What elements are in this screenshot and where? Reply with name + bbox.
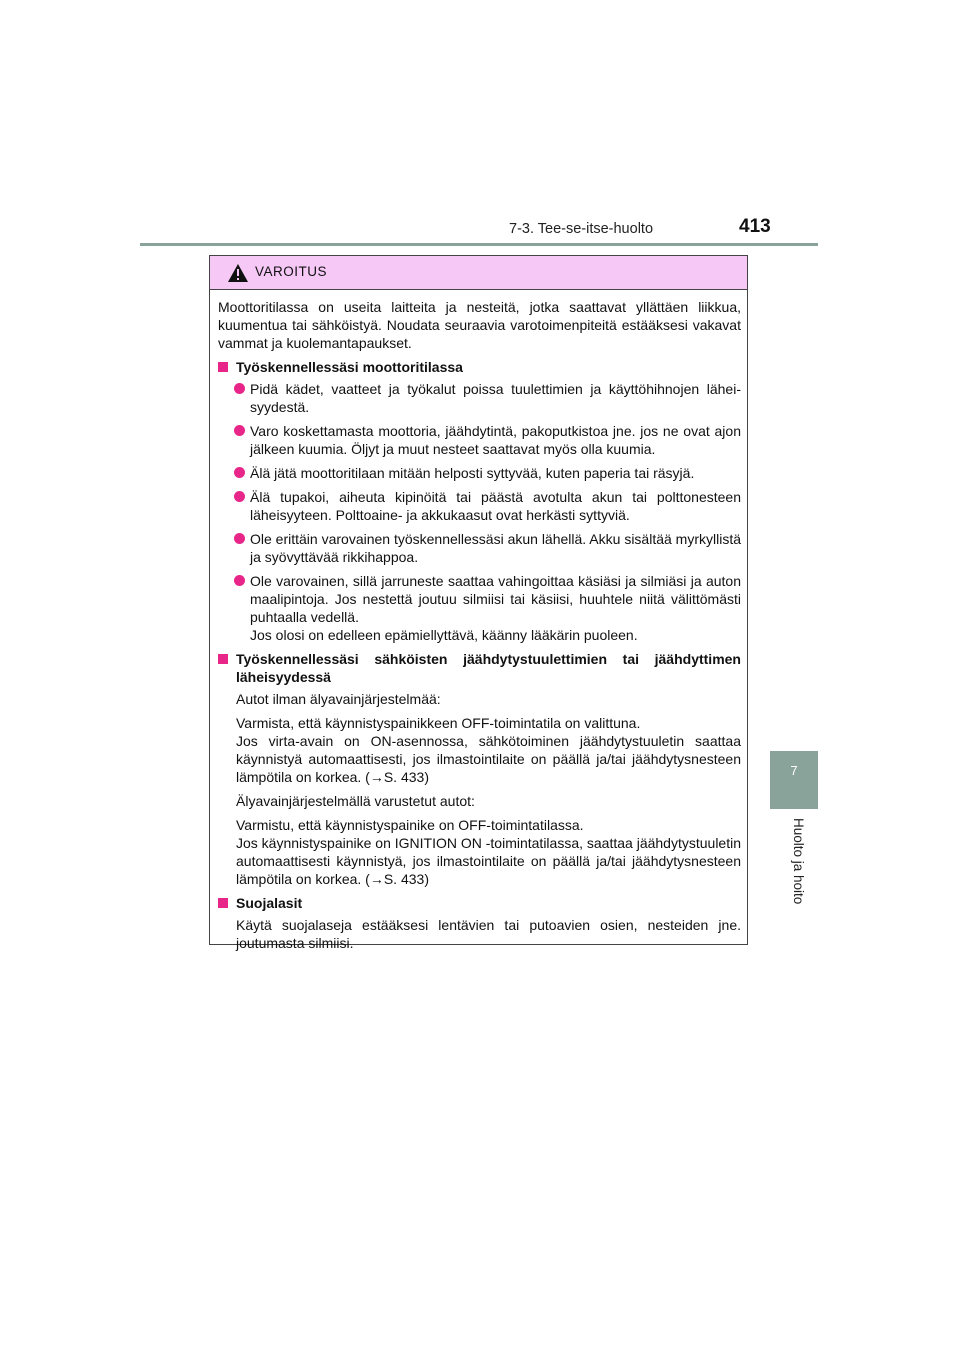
bullet-icon xyxy=(234,425,245,436)
list-item: Älä tupakoi, aiheuta kipinöitä tai päästä avotulta akun tai polttonesteen läheisyyteen. Polttoaine- ja akkukaasut ovat herkästi syttyviä. xyxy=(218,488,741,524)
list-item: Ole varovainen, sillä jarruneste saattaa vahingoittaa käsiäsi ja silmiäsi ja auton maalipintoja. Jos nestettä joutuu silmiisi tai käsiisi, huuhtele niitä välittömästi puhtaalla vedellä. Jos olosi on edelleen epämiellyttävä, käänny lääkärin puoleen. xyxy=(218,572,741,644)
list-item: Älä jätä moottoritilaan mitään helposti syttyvää, kuten paperia tai räsyjä. xyxy=(218,464,741,482)
warning-header xyxy=(210,256,747,290)
square-bullet-icon xyxy=(218,898,228,908)
bullet-icon xyxy=(234,467,245,478)
list-item: Varo koskettamasta moottoria, jäähdytintä, pakoputkistoa jne. jos ne ovat ajon jälkeen kuumia. Öljyt ja muut nesteet saattavat myös olla kuumia. xyxy=(218,422,741,458)
chapter-tab xyxy=(770,751,818,809)
square-bullet-icon xyxy=(218,654,228,664)
paragraph: Varmistu, että käynnistyspainike on OFF-toimintatilassa. Jos käynnistyspainike on IGNITION ON -toimintatilassa, saattaa jäähdytystuuletin automaattisesti käynnistyä, jos ilmastointilaite on päällä ja/tai jäähdytysnesteen lämpötila on korkea. (→S. 433) xyxy=(236,817,741,887)
list-item: Ole erittäin varovainen työskennellessäsi akun lähellä. Akku sisältää myrkyllistä ja syövyttävää rikkihappoa. xyxy=(218,530,741,566)
paragraph: Käytä suojalaseja estääksesi lentävien tai putoavien osien, nesteiden jne. joutumasta silmiisi. xyxy=(236,917,741,951)
bullet-icon xyxy=(234,575,245,586)
bullet-icon xyxy=(234,491,245,502)
section-heading: Suojalasit xyxy=(218,894,741,912)
chapter-number: 7 xyxy=(790,763,798,778)
bullet-icon xyxy=(234,533,245,544)
list-item: Pidä kädet, vaatteet ja työkalut poissa tuulettimien ja käyttöhihnojen läheisyydestä. xyxy=(218,380,741,416)
paragraph: Varmista, että käynnistyspainikkeen OFF-toimintatila on valittuna. Jos virta-avain on ON-asennossa, sähkötoiminen jäähdytystuuletin saattaa käynnistyä automaattisesti, jos ilmastointilaite on päällä ja/tai jäähdytysnesteen lämpötila on korkea. (→S. 433) xyxy=(236,715,741,785)
section-heading: Työskennellessäsi moottoritilassa xyxy=(218,358,741,376)
header-rule xyxy=(140,243,818,246)
square-bullet-icon xyxy=(218,362,228,372)
warning-triangle-icon xyxy=(227,263,249,283)
warning-intro: Moottoritilassa on useita laitteita ja nesteitä, jotka saattavat yllättäen liikkua, kuumentua tai sähköistyä. Noudata seuraavia varotoimenpiteitä estääksesi vakavat vammat ja kuolemantapaukset. xyxy=(218,299,741,351)
page-header xyxy=(0,0,960,250)
warning-box xyxy=(209,255,748,951)
section-heading: Työskennellessäsi sähköisten jäähdytystuulettimien tai jäähdyttimen läheisyydessä xyxy=(218,650,741,686)
bullet-icon xyxy=(234,383,245,394)
warning-title: VAROITUS xyxy=(255,264,328,279)
warning-body xyxy=(210,290,747,952)
chapter-label: Huolto ja hoito xyxy=(791,818,806,905)
page-number: 413 xyxy=(739,216,771,237)
paragraph: Älyavainjärjestelmällä varustetut autot: xyxy=(236,793,475,809)
section-title: 7-3. Tee-se-itse-huolto xyxy=(509,221,654,237)
paragraph: Autot ilman älyavainjärjestelmää: xyxy=(236,691,441,707)
